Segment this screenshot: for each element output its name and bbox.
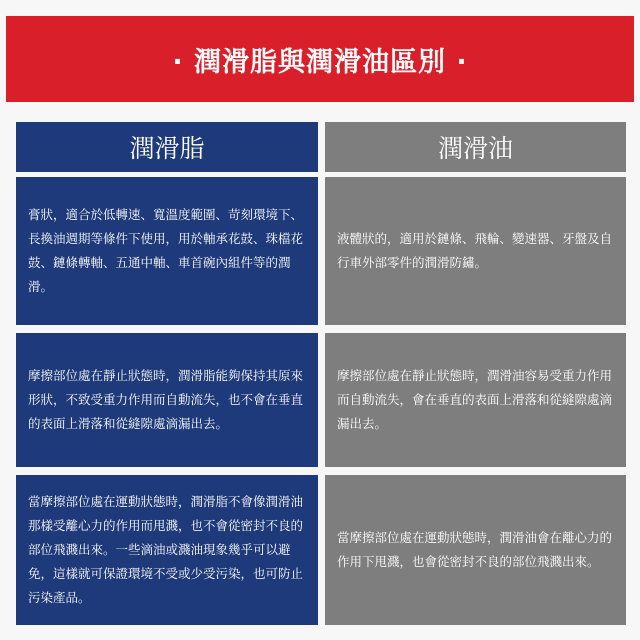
- grease-row-3-text: 當摩擦部位處在運動狀態時，潤滑脂不會像潤滑油那樣受離心力的作用而甩濺，也不會從密封不良的部位飛濺出來。一些滴油或濺油現象幾乎可以避免，這樣就可保證環境不受或少受污染，也可防止污染產品。: [28, 494, 304, 605]
- grease-row-1: [16, 177, 318, 325]
- oil-header-label: 潤滑油: [437, 134, 513, 163]
- oil-column-header: [325, 122, 626, 172]
- oil-row-1: [325, 177, 626, 325]
- oil-row-2: [325, 333, 626, 467]
- grease-row-2-text: 摩擦部位處在靜止狀態時，潤滑脂能夠保持其原來形狀，不致受重力作用而自動流失，也不會在垂直的表面上滑落和從縫隙處滴漏出去。: [28, 368, 304, 431]
- oil-row-2-text: 摩擦部位處在靜止狀態時，潤滑油容易受重力作用而自動流失，會在垂直的表面上滑落和從縫隙處滴漏出去。: [337, 368, 613, 431]
- grease-row-3: [16, 475, 318, 625]
- grease-row-1-text: 膏狀，適合於低轉速、寬溫度範圍、苛刻環境下、長換油週期等條件下使用，用於軸承花鼓、珠檔花鼓、鏈條轉軸、五通中軸、車首碗內組件等的潤滑。: [28, 207, 304, 294]
- grease-row-2: [16, 333, 318, 467]
- oil-row-3: [325, 475, 626, 625]
- page-title: · 潤滑脂與潤滑油區別 ·: [172, 46, 468, 78]
- oil-row-1-text: 液體狀的，適用於鏈條、飛輪、變速器、牙盤及自行車外部零件的潤滑防鏽。: [337, 231, 613, 270]
- oil-row-3-text: 當摩擦部位處在運動狀態時，潤滑油會在離心力的作用下甩濺，也會從密封不良的部位飛濺出來。: [337, 530, 613, 569]
- grease-column-header: [16, 122, 318, 172]
- grease-header-label: 潤滑脂: [129, 134, 205, 163]
- title-banner: [6, 16, 634, 102]
